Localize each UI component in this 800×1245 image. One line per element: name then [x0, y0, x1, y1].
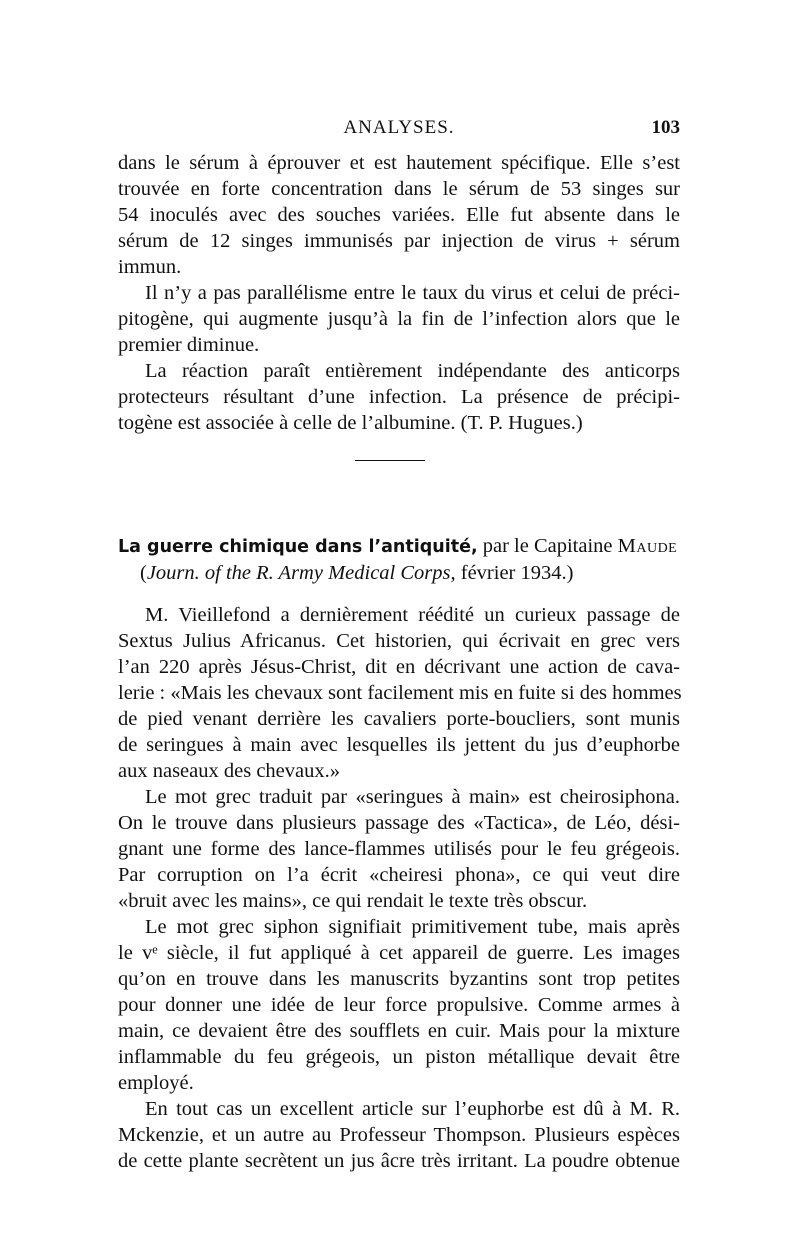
source-date: février 1934.) [460, 562, 574, 584]
body-text-line: qu’on en trouve dans les manuscrits byzantins sont trop petites [118, 968, 680, 990]
body-text-line: de pied venant derrière les cavaliers porte-boucliers, sont munis [118, 708, 680, 730]
body-text-line: de seringues à main avec lesquelles ils jettent du jus d’euphorbe [118, 734, 680, 756]
body-text-line: Sextus Julius Africanus. Cet historien, qui écrivait en grec vers [118, 630, 680, 652]
body-text-line: M. Vieillefond a dernièrement réédité un curieux passage de [145, 604, 680, 626]
body-text-line: En tout cas un excellent article sur l’euphorbe est dû à M. R. [145, 1098, 680, 1120]
body-text-line: protecteurs résultant d’une infection. La présence de précipi- [118, 386, 680, 408]
body-text-line: Il n’y a pas parallélisme entre le taux du virus et celui de préci- [145, 282, 680, 304]
body-text-line: «bruit avec les mains», ce qui rendait le texte très obscur. [118, 890, 588, 912]
body-text-line: togène est associée à celle de l’albumine. (T. P. Hugues.) [118, 412, 583, 434]
body-text-line: de cette plante secrètent un jus âcre très irritant. La poudre obtenue [118, 1150, 680, 1172]
body-text-line: La réaction paraît entièrement indépendante des anticorps [145, 360, 680, 382]
source-journal: Journ. of the R. Army Medical Corps [146, 562, 451, 584]
section-divider [355, 460, 425, 461]
body-text-line: main, ce devaient être des soufflets en cuir. Mais pour la mixture [118, 1020, 680, 1042]
body-text-line: employé. [118, 1072, 194, 1094]
body-text-line: immun. [118, 256, 182, 278]
article-byline: par le Capitaine [482, 535, 613, 557]
running-header [118, 117, 680, 143]
article-source: (Journ. of the R. Army Medical Corps, février 1934.) [140, 562, 574, 584]
body-text-line: pour donner une idée de leur force propulsive. Comme armes à [118, 994, 680, 1016]
body-text-line: pitogène, qui augmente jusqu’à la fin de l’infection alors que le [118, 308, 680, 330]
body-text-line: On le trouve dans plusieurs passage des «Tactica», de Léo, dési- [118, 812, 680, 834]
body-text-line: aux naseaux des chevaux.» [118, 760, 340, 782]
body-text-line: Le mot grec siphon signifiait primitivement tube, mais après [145, 916, 680, 938]
body-text-line: le vᵉ siècle, il fut appliqué à cet appareil de guerre. Les images [118, 942, 680, 964]
body-text-line: Le mot grec traduit par «seringues à main» est cheirosiphona. [145, 786, 680, 808]
body-text-line: premier diminue. [118, 334, 260, 356]
body-text-line: l’an 220 après Jésus-Christ, dit en décrivant une action de cava- [118, 656, 680, 678]
header-title: ANALYSES. [343, 117, 455, 138]
article-heading [118, 533, 680, 560]
article-author: Maude [617, 535, 678, 557]
page-number: 103 [651, 117, 680, 138]
body-text-line: gnant une forme des lance-flammes utilisés pour le feu grégeois. [118, 838, 680, 860]
body-text-line: lerie : «Mais les chevaux sont facilement mis en fuite si des hommes [118, 682, 682, 704]
body-text-line: Mckenzie, et un autre au Professeur Thompson. Plusieurs espèces [118, 1124, 680, 1146]
body-text-line: Par corruption on l’a écrit «cheiresi phona», ce qui veut dire [118, 864, 680, 886]
article-title: La guerre chimique dans l’antiquité, [118, 537, 478, 557]
body-text-line: 54 inoculés avec des souches variées. Elle fut absente dans le [118, 204, 680, 226]
body-text-line: inflammable du feu grégeois, un piston métallique devait être [118, 1046, 680, 1068]
body-text-line: dans le sérum à éprouver et est hautement spécifique. Elle s’est [118, 152, 680, 174]
body-text-line: trouvée en forte concentration dans le sérum de 53 singes sur [118, 178, 680, 200]
body-text-line: sérum de 12 singes immunisés par injection de virus + sérum [118, 230, 680, 252]
